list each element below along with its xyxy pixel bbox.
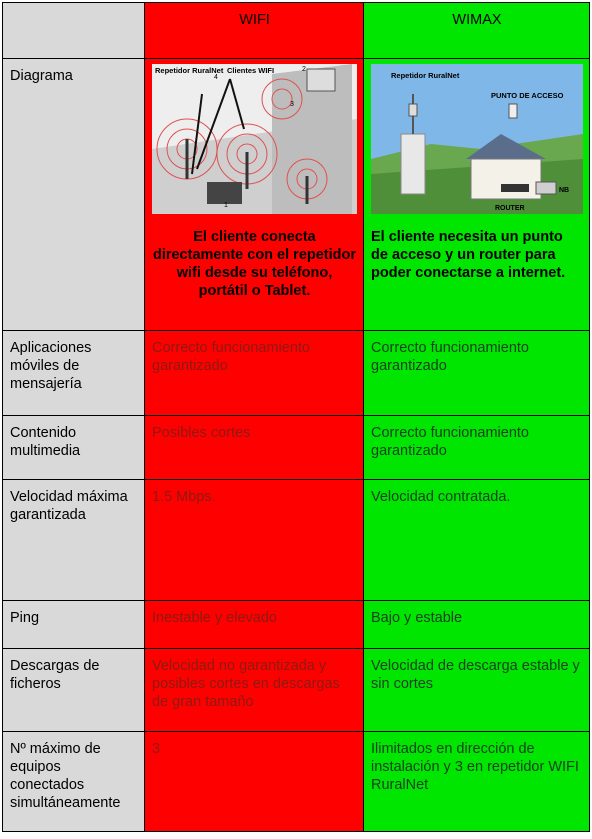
row-label: Ping — [3, 601, 145, 649]
row-label: Contenido multimedia — [3, 416, 145, 480]
header-wifi: WIFI — [145, 3, 364, 59]
row-wifi-value: 3 — [145, 732, 364, 832]
table-row — [3, 416, 590, 480]
diagram-label: Diagrama — [3, 59, 145, 331]
svg-text:PUNTO DE ACCESO: PUNTO DE ACCESO — [491, 91, 564, 100]
table-row — [3, 732, 590, 832]
row-wimax-value: Bajo y estable — [364, 601, 590, 649]
row-wimax-value: Velocidad de descarga estable y sin cortes — [364, 649, 590, 732]
row-wifi-value: Inestable y elevado — [145, 601, 364, 649]
row-label: Nº máximo de equipos conectados simultáneamente — [3, 732, 145, 832]
diagram-wimax-cell — [364, 59, 590, 331]
row-wifi-value: Posibles cortes — [145, 416, 364, 480]
row-wimax-value: Correcto funcionamiento garantizado — [364, 331, 590, 416]
svg-text:2: 2 — [302, 66, 306, 73]
header-row — [3, 3, 590, 59]
row-wimax-value: Velocidad contratada. — [364, 480, 590, 601]
row-wifi-value: 1.5 Mbps. — [145, 480, 364, 601]
table-row — [3, 601, 590, 649]
svg-text:Repetidor RuralNet: Repetidor RuralNet — [391, 71, 460, 80]
svg-text:3: 3 — [290, 101, 294, 108]
table-row — [3, 331, 590, 416]
svg-text:4: 4 — [214, 74, 218, 81]
row-wimax-value: Correcto funcionamiento garantizado — [364, 416, 590, 480]
svg-text:1: 1 — [224, 202, 228, 209]
row-wifi-value: Correcto funcionamiento garantizado — [145, 331, 364, 416]
svg-text:Repetidor RuralNet: Repetidor RuralNet — [155, 66, 224, 75]
wifi-diagram-image — [152, 64, 357, 214]
diagram-row — [3, 59, 590, 331]
row-wifi-value: Velocidad no garantizada y posibles cortes en descargas de gran tamaño — [145, 649, 364, 732]
header-empty-cell — [3, 3, 145, 59]
row-label: Velocidad máxima garantizada — [3, 480, 145, 601]
row-label: Aplicaciones móviles de mensajería — [3, 331, 145, 416]
diagram-wifi-cell — [145, 59, 364, 331]
row-wimax-value: Ilimitados en dirección de instalación y 3 en repetidor WIFI RuralNet — [364, 732, 590, 832]
wimax-diagram-image — [371, 64, 583, 214]
header-wimax: WIMAX — [364, 3, 590, 59]
wimax-diagram-text: El cliente necesita un punto de acceso y un router para poder conectarse a internet. — [371, 229, 566, 281]
wifi-diagram-text: El cliente conecta directamente con el repetidor wifi desde su teléfono, portátil o Tablet. — [152, 229, 357, 299]
table-row — [3, 649, 590, 732]
comparison-table — [2, 2, 590, 832]
svg-text:ROUTER: ROUTER — [495, 205, 525, 212]
svg-text:Clientes WIFI: Clientes WIFI — [227, 66, 275, 75]
row-label: Descargas de ficheros — [3, 649, 145, 732]
table-row — [3, 480, 590, 601]
svg-text:NB: NB — [559, 187, 570, 194]
